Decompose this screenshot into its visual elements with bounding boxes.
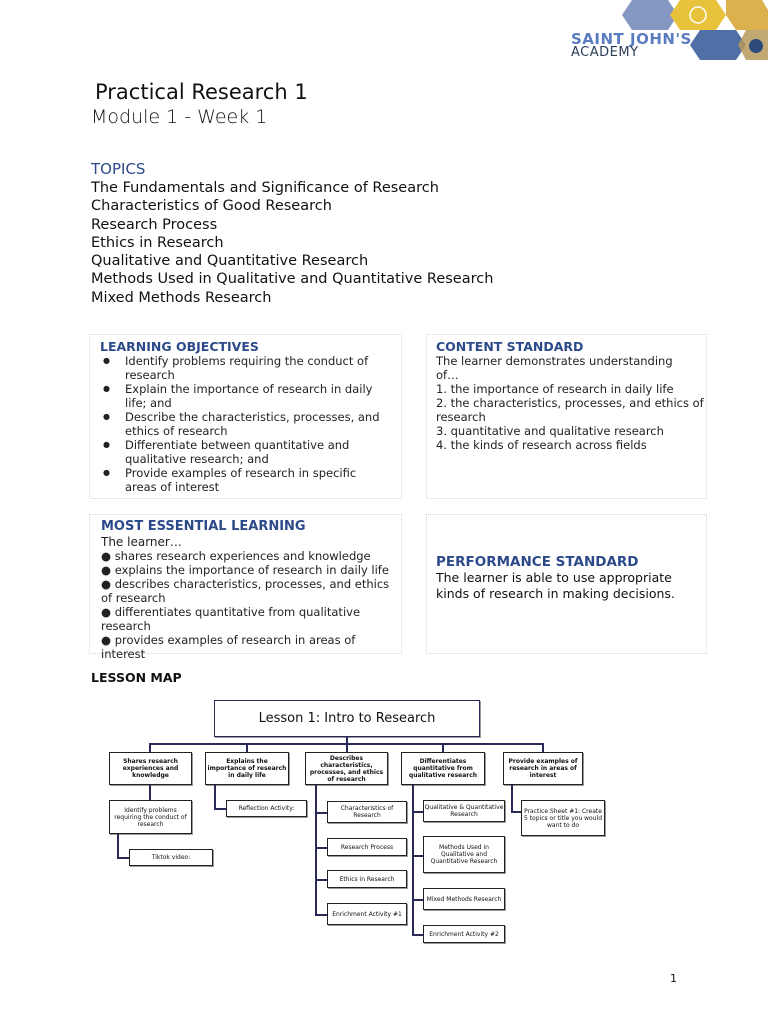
topic-item: Methods Used in Qualitative and Quantitative Research	[91, 271, 494, 288]
logo-line1: SAINT JOHN'S	[571, 30, 692, 48]
most-essential-intro: The learner…	[101, 535, 182, 549]
topic-item: Mixed Methods Research	[91, 289, 272, 306]
connector	[315, 914, 327, 916]
most-essential-item: ● differentiates quantitative from qualitative research	[101, 605, 361, 633]
topic-item: Research Process	[91, 216, 218, 233]
performance-standard-heading: PERFORMANCE STANDARD	[436, 554, 639, 570]
learning-objectives-box	[89, 334, 402, 499]
connector	[315, 879, 327, 881]
map-col3-box: Research Process	[327, 838, 407, 856]
learning-objectives-heading: LEARNING OBJECTIVES	[100, 339, 259, 354]
map-col5-box: Practice Sheet #1: Create 5 topics or title you would want to do	[521, 800, 605, 836]
logo-line2: ACADEMY	[571, 45, 639, 60]
objective-item: ● Describe the characteristics, processes, and ethics of research	[90, 410, 390, 438]
objective-item: ● Differentiate between quantitative and qualitative research; and	[90, 438, 390, 466]
map-col3-box: Enrichment Activity #1	[327, 903, 407, 925]
content-standard-list	[436, 382, 704, 452]
map-level1-box: Shares research experiences and knowledge	[109, 752, 192, 785]
connector	[412, 785, 414, 935]
connector	[315, 847, 327, 849]
map-col1-box: Tiktok video:	[129, 849, 213, 866]
connector	[412, 811, 423, 813]
content-standard-item: 2. the characteristics, processes, and ethics of research	[436, 396, 704, 424]
content-standard-box	[426, 334, 707, 499]
connector	[315, 812, 327, 814]
connector	[412, 899, 423, 901]
topics-list	[91, 179, 493, 307]
content-standard-item: 3. quantitative and qualitative research	[436, 424, 664, 438]
connector	[149, 785, 151, 801]
map-col4-box: Methods Used in Qualitative and Quantitative Research	[423, 836, 505, 873]
most-essential-heading: MOST ESSENTIAL LEARNING	[101, 519, 306, 534]
page-title: Practical Research 1	[95, 80, 308, 104]
lesson-map-heading: LESSON MAP	[91, 670, 182, 685]
map-col4-box: Qualitative & Quantitative Research	[423, 800, 505, 822]
connector	[511, 785, 513, 812]
content-standard-heading: CONTENT STANDARD	[436, 339, 584, 354]
most-essential-list	[101, 549, 397, 661]
content-standard-item: 1. the importance of research in daily life	[436, 382, 674, 396]
page-number: 1	[670, 972, 677, 985]
objective-item: ● Provide examples of research in specific areas of interest	[90, 466, 390, 494]
school-logo	[540, 0, 768, 70]
connector	[315, 785, 317, 915]
objective-item: ● Identify problems requiring the conduct of research	[90, 354, 390, 382]
page-subtitle: Module 1 - Week 1	[91, 106, 268, 128]
most-essential-box	[89, 514, 402, 661]
map-level1-box: Provide examples of research in areas of interest	[503, 752, 583, 785]
most-essential-item: ● explains the importance of research in daily life	[101, 563, 389, 577]
topic-item: Qualitative and Quantitative Research	[91, 253, 369, 270]
map-level1-box: Describes characteristics, processes, and ethics of research	[305, 752, 388, 785]
content-standard-item: 4. the kinds of research across fields	[436, 438, 647, 452]
topic-item: Ethics in Research	[91, 234, 224, 251]
connector	[214, 785, 216, 809]
map-level1-box: Differentiates quantitative from qualitative research	[401, 752, 485, 785]
most-essential-item: ● shares research experiences and knowledge	[101, 549, 371, 563]
connector	[117, 857, 129, 859]
connector	[214, 808, 226, 810]
objective-item: ● Explain the importance of research in daily life; and	[90, 382, 390, 410]
lesson-map-root: Lesson 1: Intro to Research	[214, 700, 480, 737]
map-col4-box: Mixed Methods Research	[423, 888, 505, 910]
connector	[412, 934, 423, 936]
performance-standard-text: The learner is able to use appropriate kinds of research in making decisions.	[436, 570, 675, 601]
topic-item: Characteristics of Good Research	[91, 198, 332, 215]
map-col3-box: Characteristics of Research	[327, 801, 407, 823]
most-essential-item: ● provides examples of research in areas of interest	[101, 633, 356, 661]
performance-standard-box	[426, 514, 707, 654]
connector	[412, 855, 423, 857]
connector	[117, 834, 119, 858]
topic-item: The Fundamentals and Significance of Research	[91, 180, 439, 196]
connector	[511, 811, 521, 813]
map-level1-box: Explains the importance of research in daily life	[205, 752, 289, 785]
map-col2-box: Reflection Activity:	[226, 800, 307, 817]
most-essential-item: ● describes characteristics, processes, and ethics of research	[101, 577, 390, 605]
learning-objectives-list	[90, 354, 390, 494]
content-standard-intro: The learner demonstrates understanding of…	[436, 354, 673, 382]
map-col1-box: Identify problems requiring the conduct of research	[109, 800, 192, 834]
map-col3-box: Ethics in Research	[327, 870, 407, 888]
map-col4-box: Enrichment Activity #2	[423, 925, 505, 943]
topics-heading: TOPICS	[91, 160, 146, 178]
